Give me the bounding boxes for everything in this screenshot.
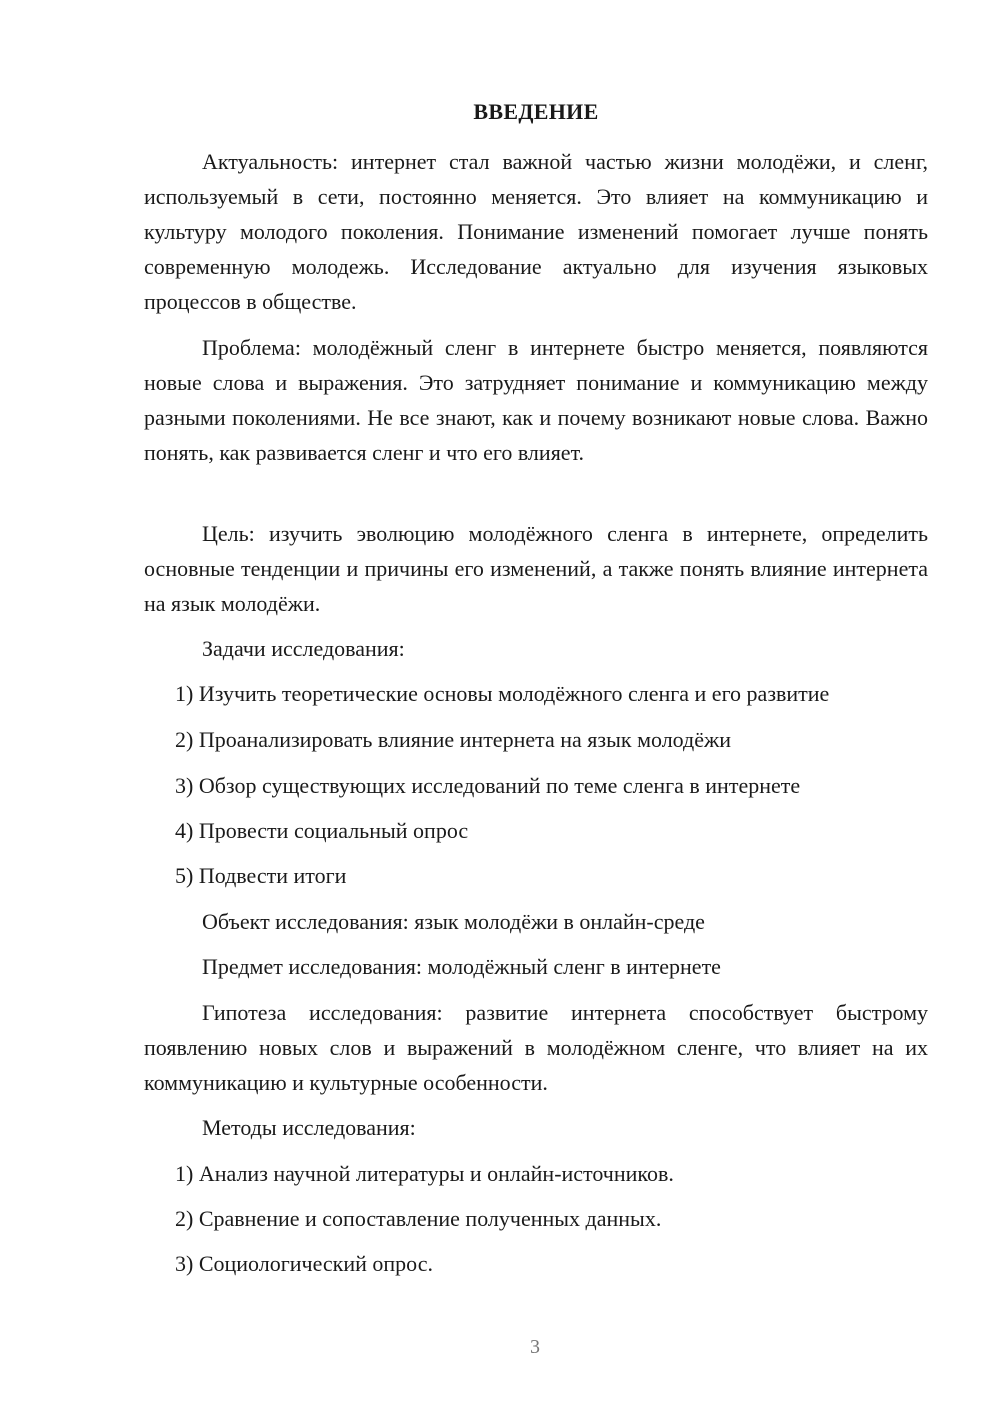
- object-line: Объект исследования: язык молодёжи в онлайн-среде: [202, 909, 705, 934]
- relevance-paragraph: Актуальность: интернет стал важной частью жизни молодёжи, и сленг, используемый в сети, постоянно меняется. Это влияет на коммуникацию и культуру молодого поколения. Понимание изменений помогает лучше понять современную молодежь. Исследование актуально для изучения языковых процессов в обществе.: [144, 149, 928, 314]
- tasks-title: Задачи исследования:: [202, 636, 405, 661]
- task-item: 4) Провести социальный опрос: [175, 818, 469, 843]
- hypothesis-paragraph: Гипотеза исследования: развитие интернета способствует быстрому появлению новых слов и выражений в молодёжном сленге, что влияет на их коммуникацию и культурные особенности.: [144, 1000, 928, 1095]
- page-heading: ВВЕДЕНИЕ: [473, 99, 599, 124]
- method-item: 3) Социологический опрос.: [175, 1251, 433, 1276]
- goal-paragraph: Цель: изучить эволюцию молодёжного сленга в интернете, определить основные тенденции и причины его изменений, а также понять влияние интернета на язык молодёжи.: [144, 521, 928, 616]
- task-item: 5) Подвести итоги: [175, 863, 347, 888]
- task-item: 3) Обзор существующих исследований по теме сленга в интернете: [175, 773, 801, 798]
- methods-title: Методы исследования:: [202, 1115, 416, 1140]
- task-item: 2) Проанализировать влияние интернета на язык молодёжи: [175, 727, 731, 752]
- subject-line: Предмет исследования: молодёжный сленг в интернете: [202, 954, 721, 979]
- method-item: 1) Анализ научной литературы и онлайн-источников.: [175, 1161, 674, 1186]
- problem-paragraph: Проблема: молодёжный сленг в интернете быстро меняется, появляются новые слова и выражения. Это затрудняет понимание и коммуникацию между разными поколениями. Не все знают, как и почему возникают новые слова. Важно понять, как развивается сленг и что его влияет.: [144, 335, 928, 465]
- page-number: 3: [530, 1336, 540, 1358]
- task-item: 1) Изучить теоретические основы молодёжного сленга и его развитие: [175, 681, 830, 706]
- method-item: 2) Сравнение и сопоставление полученных данных.: [175, 1206, 662, 1231]
